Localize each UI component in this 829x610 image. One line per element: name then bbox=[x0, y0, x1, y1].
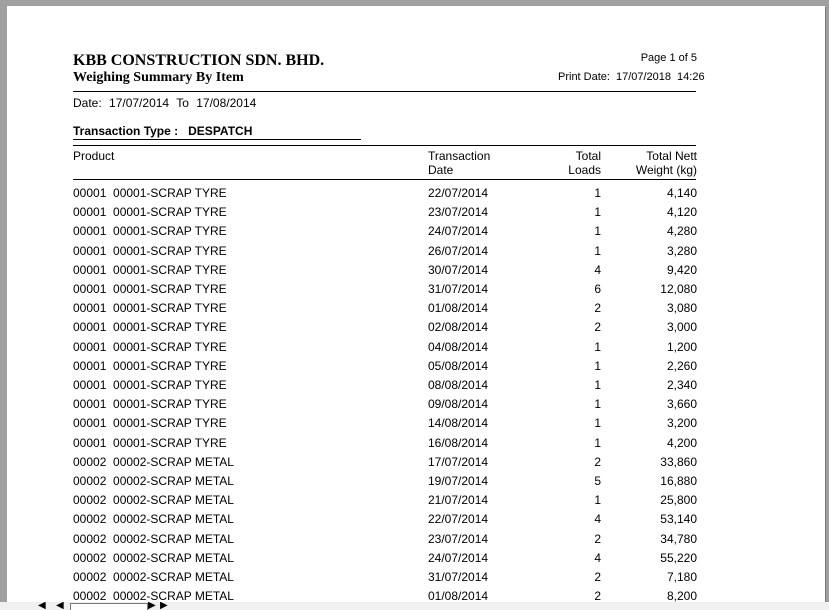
table-row bbox=[7, 512, 825, 531]
page-number-input[interactable] bbox=[70, 603, 148, 610]
report-title: Weighing Summary By Item bbox=[73, 70, 244, 85]
row-total-loads: 2 bbox=[594, 454, 601, 469]
row-transaction-date: 02/08/2014 bbox=[428, 320, 489, 335]
table-row bbox=[7, 244, 825, 263]
row-transaction-date: 31/07/2014 bbox=[428, 570, 489, 584]
date-range bbox=[73, 96, 260, 110]
row-total-loads: 1 bbox=[594, 397, 601, 412]
row-product: 00002 00002-SCRAP METAL bbox=[73, 570, 234, 584]
row-total-loads: 1 bbox=[594, 358, 601, 373]
row-total-loads: 4 bbox=[594, 550, 601, 565]
row-total-weight: 3,000 bbox=[666, 320, 697, 335]
row-transaction-date: 21/07/2014 bbox=[428, 493, 489, 508]
row-total-weight: 3,660 bbox=[666, 397, 697, 412]
row-product: 00002 00002-SCRAP METAL bbox=[73, 550, 234, 565]
column-header-bottom-rule bbox=[73, 179, 696, 180]
table-row bbox=[7, 416, 825, 435]
row-total-weight: 3,080 bbox=[666, 301, 697, 316]
row-total-weight: 34,780 bbox=[660, 531, 697, 546]
row-product: 00001 00001-SCRAP TYRE bbox=[73, 205, 227, 220]
row-product: 00002 00002-SCRAP METAL bbox=[73, 589, 234, 602]
table-row bbox=[7, 436, 825, 455]
row-total-loads: 4 bbox=[594, 262, 601, 277]
column-header-top-rule bbox=[73, 145, 696, 146]
table-row bbox=[7, 320, 825, 339]
column-header-loads-line2: Loads bbox=[568, 163, 601, 177]
row-transaction-date: 23/07/2014 bbox=[428, 205, 489, 220]
row-total-loads: 5 bbox=[594, 474, 601, 488]
row-total-loads: 1 bbox=[594, 435, 601, 450]
row-total-loads: 1 bbox=[594, 224, 601, 239]
column-header-loads bbox=[568, 149, 601, 177]
row-transaction-date: 23/07/2014 bbox=[428, 531, 489, 546]
row-total-weight: 9,420 bbox=[666, 262, 697, 277]
column-header-weight-line1: Total Nett bbox=[646, 149, 697, 163]
table-row bbox=[7, 301, 825, 320]
column-header-date-line1: Transaction bbox=[428, 149, 491, 163]
transaction-type-label: Transaction Type : bbox=[73, 124, 179, 138]
table-row bbox=[7, 455, 825, 474]
row-total-weight: 8,200 bbox=[666, 589, 697, 602]
report-page bbox=[7, 6, 825, 602]
print-time-value: 14:26 bbox=[677, 71, 705, 83]
column-header-date bbox=[428, 149, 490, 177]
row-product: 00002 00002-SCRAP METAL bbox=[73, 474, 234, 488]
row-total-weight: 3,200 bbox=[666, 416, 697, 431]
row-transaction-date: 08/08/2014 bbox=[428, 378, 489, 392]
transaction-type-value: DESPATCH bbox=[188, 124, 253, 138]
row-total-weight: 1,200 bbox=[666, 339, 697, 354]
row-total-loads: 2 bbox=[594, 301, 601, 316]
row-total-weight: 2,340 bbox=[666, 378, 697, 392]
column-header-weight bbox=[636, 149, 697, 177]
last-page-icon[interactable]: ▶ bbox=[160, 602, 168, 610]
print-date-label: Print Date: bbox=[558, 71, 610, 83]
row-product: 00001 00001-SCRAP TYRE bbox=[73, 301, 227, 316]
table-row bbox=[7, 493, 825, 512]
row-transaction-date: 24/07/2014 bbox=[428, 224, 489, 239]
row-total-weight: 7,180 bbox=[666, 570, 697, 584]
table-row bbox=[7, 570, 825, 589]
transaction-type bbox=[73, 124, 252, 138]
date-to: 17/08/2014 bbox=[196, 96, 257, 110]
row-total-loads: 1 bbox=[594, 378, 601, 392]
row-transaction-date: 31/07/2014 bbox=[428, 282, 489, 296]
row-transaction-date: 19/07/2014 bbox=[428, 474, 489, 488]
table-row bbox=[7, 397, 825, 416]
transaction-type-rule bbox=[73, 139, 361, 140]
row-product: 00001 00001-SCRAP TYRE bbox=[73, 224, 227, 239]
row-total-weight: 55,220 bbox=[660, 550, 697, 565]
row-transaction-date: 30/07/2014 bbox=[428, 262, 489, 277]
row-total-loads: 1 bbox=[594, 243, 601, 258]
row-transaction-date: 26/07/2014 bbox=[428, 243, 489, 258]
date-range-label: Date: bbox=[73, 96, 102, 110]
row-total-weight: 33,860 bbox=[660, 454, 697, 469]
row-total-weight: 4,200 bbox=[666, 435, 697, 450]
table-row bbox=[7, 205, 825, 224]
row-total-weight: 4,140 bbox=[666, 186, 697, 200]
row-total-loads: 2 bbox=[594, 589, 601, 602]
row-total-loads: 1 bbox=[594, 416, 601, 431]
column-header-loads-line1: Total bbox=[575, 149, 601, 163]
row-product: 00001 00001-SCRAP TYRE bbox=[73, 243, 227, 258]
row-transaction-date: 16/08/2014 bbox=[428, 435, 489, 450]
table-row bbox=[7, 224, 825, 243]
column-header-weight-line2: Weight (kg) bbox=[635, 163, 697, 177]
company-name: KBB CONSTRUCTION SDN. BHD. bbox=[73, 52, 325, 69]
row-total-weight: 2,260 bbox=[666, 358, 697, 373]
row-total-weight: 25,800 bbox=[660, 493, 697, 508]
row-transaction-date: 17/07/2014 bbox=[428, 454, 489, 469]
table-row bbox=[7, 532, 825, 551]
header-rule bbox=[73, 91, 696, 92]
table-row bbox=[7, 186, 825, 205]
row-total-weight: 4,120 bbox=[666, 205, 697, 220]
row-total-loads: 1 bbox=[594, 205, 601, 220]
first-page-icon[interactable]: ◀ bbox=[38, 602, 46, 610]
row-product: 00001 00001-SCRAP TYRE bbox=[73, 378, 227, 392]
row-total-weight: 12,080 bbox=[660, 282, 697, 296]
table-row bbox=[7, 378, 825, 397]
table-row bbox=[7, 359, 825, 378]
row-product: 00001 00001-SCRAP TYRE bbox=[73, 358, 227, 373]
date-to-label: To bbox=[176, 96, 189, 110]
row-total-loads: 1 bbox=[594, 339, 601, 354]
row-total-loads: 1 bbox=[594, 493, 601, 508]
row-product: 00001 00001-SCRAP TYRE bbox=[73, 262, 227, 277]
row-product: 00001 00001-SCRAP TYRE bbox=[73, 416, 227, 431]
row-product: 00002 00002-SCRAP METAL bbox=[73, 454, 234, 469]
row-product: 00002 00002-SCRAP METAL bbox=[73, 531, 234, 546]
table-row bbox=[7, 551, 825, 570]
row-transaction-date: 01/08/2014 bbox=[428, 301, 489, 316]
date-from: 17/07/2014 bbox=[109, 96, 170, 110]
table-row bbox=[7, 340, 825, 359]
table-row bbox=[7, 263, 825, 282]
row-total-weight: 16,880 bbox=[660, 474, 697, 488]
row-total-loads: 2 bbox=[594, 570, 601, 584]
table-row bbox=[7, 589, 825, 602]
print-date-value: 17/07/2018 bbox=[615, 71, 672, 83]
row-total-loads: 2 bbox=[594, 531, 601, 546]
row-product: 00001 00001-SCRAP TYRE bbox=[73, 186, 227, 200]
next-page-icon[interactable]: ▶ bbox=[148, 602, 156, 610]
row-product: 00001 00001-SCRAP TYRE bbox=[73, 435, 227, 450]
previous-page-icon[interactable]: ◀ bbox=[56, 602, 64, 610]
row-product: 00002 00002-SCRAP METAL bbox=[73, 512, 234, 527]
row-product: 00001 00001-SCRAP TYRE bbox=[73, 320, 227, 335]
row-product: 00002 00002-SCRAP METAL bbox=[73, 493, 234, 508]
table-row bbox=[7, 474, 825, 493]
table-row bbox=[7, 282, 825, 301]
row-total-weight: 4,280 bbox=[666, 224, 697, 239]
row-transaction-date: 05/08/2014 bbox=[428, 358, 489, 373]
row-transaction-date: 24/07/2014 bbox=[428, 550, 489, 565]
row-transaction-date: 04/08/2014 bbox=[428, 339, 489, 354]
column-header-product: Product bbox=[73, 149, 115, 163]
row-product: 00001 00001-SCRAP TYRE bbox=[73, 397, 227, 412]
viewer-navigation-bar bbox=[0, 602, 829, 610]
row-total-loads: 4 bbox=[594, 512, 601, 527]
row-total-weight: 3,280 bbox=[666, 243, 697, 258]
row-total-weight: 53,140 bbox=[660, 512, 697, 527]
page-number: Page 1 of 5 bbox=[640, 52, 697, 64]
row-transaction-date: 14/08/2014 bbox=[428, 416, 489, 431]
row-transaction-date: 09/08/2014 bbox=[428, 397, 489, 412]
row-product: 00001 00001-SCRAP TYRE bbox=[73, 339, 227, 354]
row-transaction-date: 01/08/2014 bbox=[428, 589, 489, 602]
row-total-loads: 6 bbox=[594, 282, 601, 296]
row-total-loads: 1 bbox=[594, 186, 601, 200]
row-transaction-date: 22/07/2014 bbox=[428, 512, 489, 527]
print-date bbox=[558, 71, 711, 83]
row-product: 00001 00001-SCRAP TYRE bbox=[73, 282, 227, 296]
row-transaction-date: 22/07/2014 bbox=[428, 186, 489, 200]
row-total-loads: 2 bbox=[594, 320, 601, 335]
column-header-date-line2: Date bbox=[428, 163, 454, 177]
